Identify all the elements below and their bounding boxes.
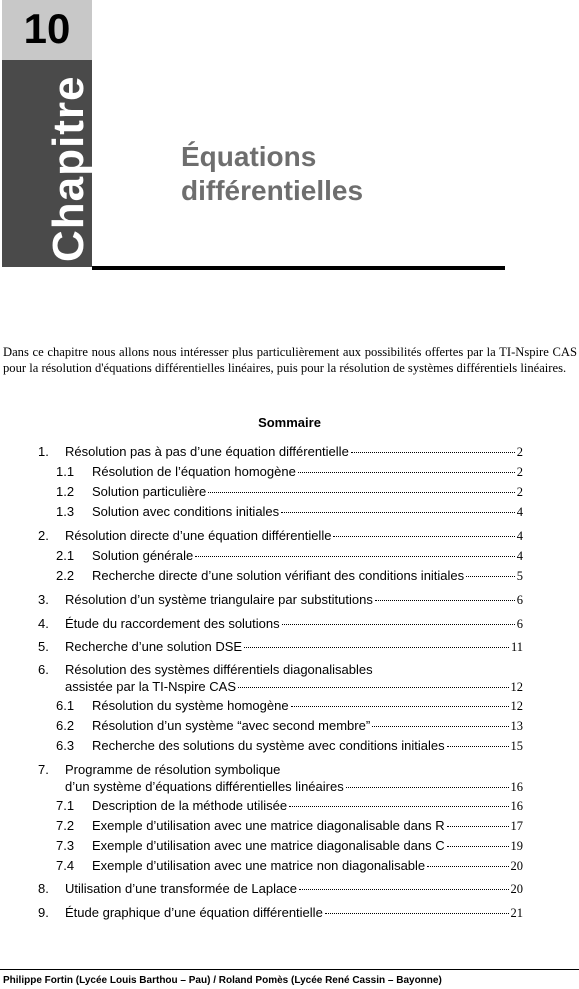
toc-entry-number: 4. [38,616,49,631]
toc-entry[interactable] [65,881,523,897]
toc-entry-number: 1. [38,444,49,459]
toc-entry-label[interactable]: Résolution d’un système “avec second membre” [92,718,371,733]
toc-dot-leader [298,472,515,473]
toc-entry-number: 6.2 [56,718,75,733]
toc-entry-number: 7. [38,762,49,777]
toc-entry-number: 5. [38,639,49,654]
toc-entry[interactable] [92,838,523,854]
toc-dot-leader [291,706,509,707]
toc-page-number: 20 [510,882,523,896]
toc-page-number: 12 [510,699,523,713]
toc-dot-leader [282,624,515,625]
toc-entry-label[interactable]: Solution avec conditions initiales [92,504,280,519]
toc-page-number: 6 [516,593,523,607]
toc-entry[interactable] [92,718,523,734]
toc-entry-label[interactable]: d’un système d’équations différentielles linéaires [65,779,344,794]
toc-entry-label[interactable]: Résolution des systèmes différentiels diagonalisables [65,662,373,677]
toc-entry[interactable] [92,484,523,500]
toc-entry[interactable] [92,818,523,834]
toc-page-number: 16 [510,799,523,813]
toc-page-number: 19 [510,839,523,853]
toc-dot-leader [375,600,515,601]
toc-page-number: 13 [510,719,523,733]
toc-page-number: 11 [510,640,523,654]
toc-entry-number: 8. [38,881,49,896]
toc-entry-number: 9. [38,905,49,920]
toc-entry[interactable] [65,592,523,608]
chapter-number: 10 [23,5,71,52]
toc-entry[interactable] [92,464,523,480]
toc-dot-leader [299,889,509,890]
toc-entry-label[interactable]: Recherche directe d’une solution vérifiant des conditions initiales [92,568,465,583]
toc-entry-number: 2.1 [56,548,75,563]
toc-entry-number: 7.2 [56,818,75,833]
toc-entry-number: 6.1 [56,698,75,713]
toc-page-number: 4 [516,529,523,543]
toc-page-number: 2 [516,485,523,499]
toc-entry[interactable] [92,858,523,874]
toc-entry-label[interactable]: Recherche d’une solution DSE [65,639,243,654]
toc-entry-label[interactable]: Solution particulière [92,484,207,499]
toc-entry-label[interactable]: Exemple d’utilisation avec une matrice non diagonalisable [92,858,426,873]
toc-page-number: 21 [510,906,523,920]
toc-entry-label[interactable]: Résolution d’un système triangulaire par substitutions [65,592,373,607]
toc-page-number: 4 [516,549,523,563]
toc-page-number: 16 [510,780,523,794]
toc-entry-label[interactable]: Étude graphique d’une équation différentielle [65,905,323,920]
toc-entry-number: 7.3 [56,838,75,853]
chapter-title [181,140,363,208]
sommaire-heading: Sommaire [258,415,321,430]
toc-page-number: 15 [510,739,523,753]
toc-dot-leader [447,826,509,827]
toc-page-number: 6 [516,617,523,631]
toc-entry-label[interactable]: Résolution de l’équation homogène [92,464,296,479]
toc-entry-label[interactable]: Exemple d’utilisation avec une matrice diagonalisable dans R [92,818,445,833]
chapter-title-line2: différentielles [181,175,364,206]
toc-entry-label[interactable]: Exemple d’utilisation avec une matrice diagonalisable dans C [92,838,445,853]
toc-dot-leader [195,556,515,557]
toc-entry-number: 1.2 [56,484,75,499]
toc-entry-number: 6. [38,662,49,677]
toc-entry-number: 7.4 [56,858,75,873]
toc-dot-leader [447,746,509,747]
toc-page-number: 20 [510,859,523,873]
toc-dot-leader [351,452,515,453]
toc-dot-leader [333,536,514,537]
toc-entry-label[interactable]: Étude du raccordement des solutions [65,616,280,631]
toc-entry-number: 1.1 [56,464,75,479]
footer-credits: Philippe Fortin (Lycée Louis Barthou – Pau) / Roland Pomès (Lycée René Cassin – Bayonne) [3,975,442,986]
toc-page-number: 4 [516,505,523,519]
chapter-title-line1: Équations [181,141,317,172]
toc-dot-leader [325,913,509,914]
toc-entry-number: 2. [38,528,49,543]
toc-dot-leader [466,576,515,577]
toc-entry[interactable] [92,504,523,520]
toc-entry[interactable] [92,568,523,584]
toc-entry-label[interactable]: Résolution du système homogène [92,698,289,713]
toc-dot-leader [372,726,508,727]
chapter-word: Chapitre [44,75,93,262]
toc-entry-label[interactable]: Recherche des solutions du système avec conditions initiales [92,738,445,753]
toc-entry-label[interactable]: Description de la méthode utilisée [92,798,288,813]
toc-dot-leader [281,512,515,513]
toc-dot-leader [427,866,508,867]
toc-entry-label[interactable]: Utilisation d’une transformée de Laplace [65,881,297,896]
toc-dot-leader [244,647,509,648]
toc-dot-leader [289,806,508,807]
toc-entry-number: 2.2 [56,568,75,583]
toc-entry[interactable] [65,679,523,695]
toc-entry-label[interactable]: Solution générale [92,548,194,563]
intro-paragraph: Dans ce chapitre nous allons nous intéresser plus particulièrement aux possibilités offertes par la TI-Nspire CAS pour la résolution d'équations différentielles linéaires, puis pour la résolution de systèmes différentiels linéaires. [3,345,577,375]
toc-entry-number: 3. [38,592,49,607]
toc-page-number: 17 [510,819,523,833]
toc-entry[interactable] [65,528,523,544]
toc-page-number: 2 [516,445,523,459]
chapter-rule [92,266,505,270]
toc-page-number: 5 [516,569,523,583]
toc-entry[interactable] [65,444,523,460]
toc-entry-number: 1.3 [56,504,75,519]
toc-entry-number: 6.3 [56,738,75,753]
toc-entry[interactable] [92,698,523,714]
toc-entry-label[interactable]: Programme de résolution symbolique [65,762,281,777]
toc-entry[interactable] [92,738,523,754]
toc-entry-number: 7.1 [56,798,75,813]
toc-entry[interactable] [92,548,523,564]
toc-entry-label[interactable]: Résolution directe d’une équation différentielle [65,528,332,543]
toc-dot-leader [447,846,509,847]
toc-page-number: 2 [516,465,523,479]
toc-entry[interactable] [65,616,523,632]
toc-entry[interactable] [65,639,523,655]
toc-entry[interactable] [92,798,523,814]
toc-page-number: 12 [510,680,523,694]
footer-rule [0,969,579,970]
toc-entry[interactable] [65,905,523,921]
toc-entry-label[interactable]: Résolution pas à pas d’une équation différentielle [65,444,349,459]
toc-dot-leader [238,687,509,688]
toc-entry[interactable] [65,779,523,795]
toc-dot-leader [208,492,515,493]
toc-dot-leader [346,787,509,788]
toc-entry-label[interactable]: assistée par la TI-Nspire CAS [65,679,236,694]
